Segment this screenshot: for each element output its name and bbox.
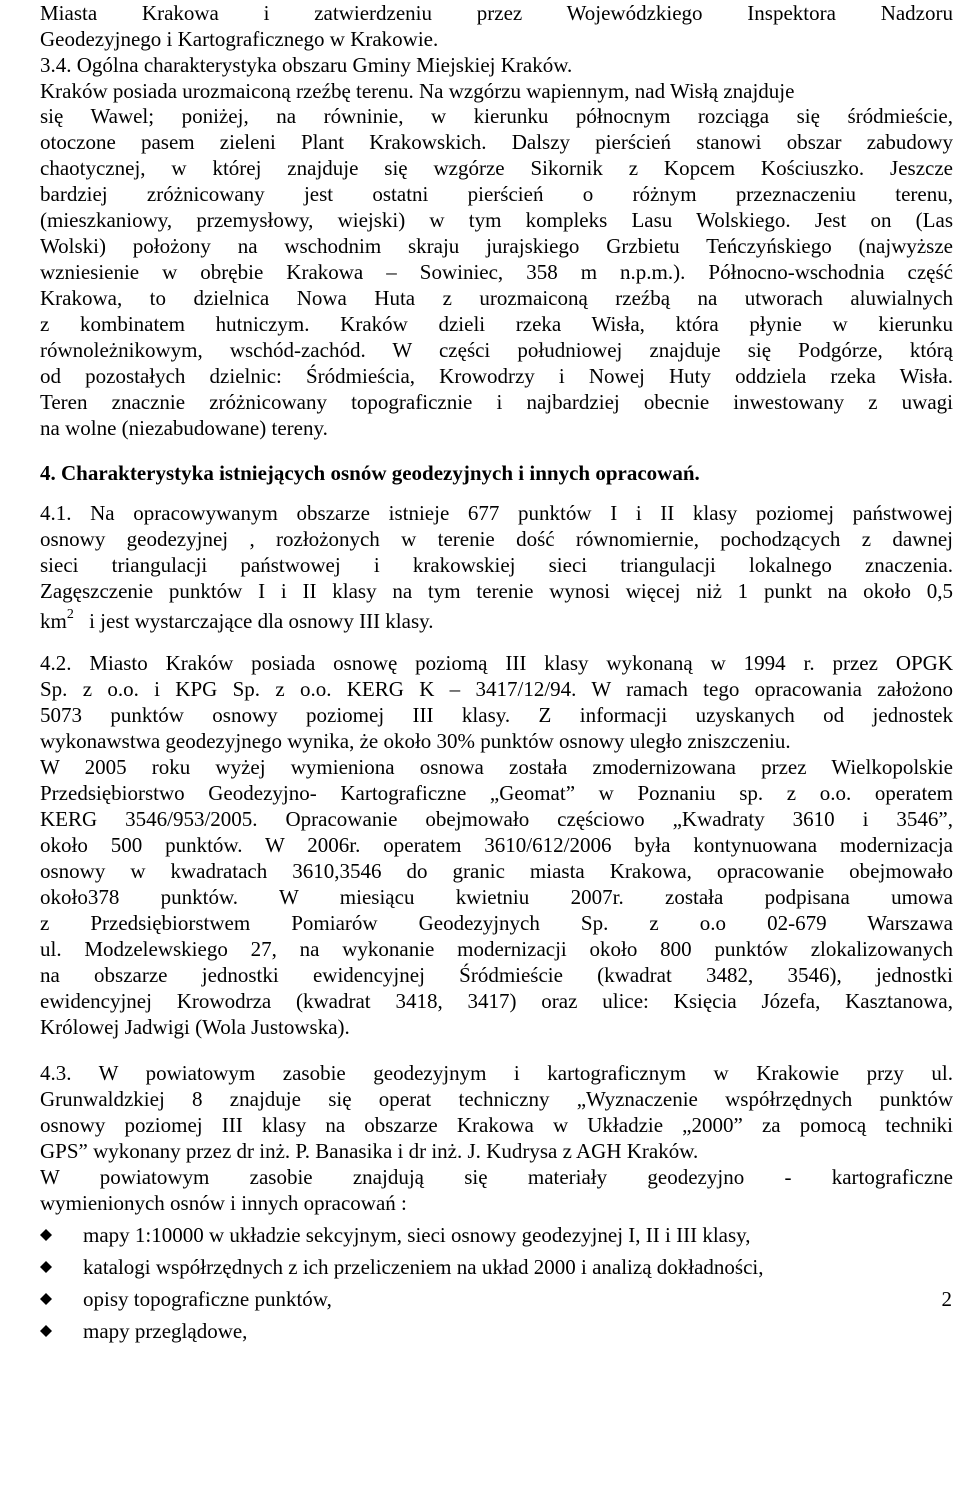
text-line: Zagęszczenie punktów I i II klasy na tym terenie wynosi więcej niż 1 punkt na około 0,5 [40,579,953,603]
diamond-bullet-icon [40,1325,52,1337]
text-line: Sp. z o.o. i KPG Sp. z o.o. KERG K – 3417/12/94. W ramach tego opracowania założono [40,677,953,701]
section-heading-3-4: 3.4. Ogólna charakterystyka obszaru Gminy Miejskiej Kraków. [40,53,573,77]
text-line: osnowy w kwadratach 3610,3546 do granic miasta Krakowa, opracowanie obejmowało [40,859,953,883]
text-line: Miasta Krakowa i zatwierdzeniu przez Wojewódzkiego Inspektora Nadzoru [40,1,953,25]
text-line: 5073 punktów osnowy poziomej III klasy. Z informacji uzyskanych od jednostek [40,703,953,727]
text-line: bardziej zróżnicowany jest ostatni pierścień o różnym przeznaczeniu terenu, [40,182,953,206]
list-item-text: opisy topograficzne punktów, [83,1287,332,1311]
text-line: GPS” wykonany przez dr inż. P. Banasika i dr inż. J. Kudrysa z AGH Kraków. [40,1139,699,1163]
text-line: Teren znacznie zróżnicowany topograficznie i najbardziej obecnie inwestowany z uwagi [40,390,953,414]
km-superscript: 2 [66,607,74,622]
text-line: Krakowa, to dzielnica Nowa Huta z urozmaiconą rzeźbą na utworach aluwialnych [40,286,953,310]
km-unit: km [40,609,67,633]
text-line: Geodezyjnego i Kartograficznego w Krakowie. [40,27,439,51]
text-line: około378 punktów. W miesiącu kwietniu 2007r. została podpisana umowa [40,885,953,909]
text-line: W 2005 roku wyżej wymieniona osnowa została zmodernizowana przez Wielkopolskie [40,755,953,779]
text-line: Przedsiębiorstwo Geodezyjno- Kartograficzne „Geomat” w Poznaniu sp. z o.o. operatem [40,781,953,805]
text-line: otoczone pasem zieleni Plant Krakowskich. Dalszy pierścień stanowi obszar zabudowy [40,130,953,154]
text-line: osnowy geodezyjnej , rozłożonych w terenie dość równomiernie, pochodzących z dawnej [40,527,953,551]
page-number: 2 [941,1287,952,1311]
text-line: około 500 punktów. W 2006r. operatem 3610/612/2006 była kontynuowana modernizacja [40,833,953,857]
text-line: Wolski) położony na wschodnim skraju jurajskiego Grzbietu Teńczyńskiego (najwyższe [40,234,953,258]
list-item-text: katalogi współrzędnych z ich przeliczeniem na układ 2000 i analizą dokładności, [83,1255,764,1279]
text-line: (mieszkaniowy, przemysłowy, wiejski) w tym kompleks Lasu Wolskiego. Jest on (Las [40,208,953,232]
text-fragment: i jest wystarczające dla osnowy III klasy. [89,609,434,633]
text-line: na wolne (niezabudowane) tereny. [40,416,328,440]
text-line: wykonawstwa geodezyjnego wynika, że około 30% punktów osnowy uległo zniszczeniu. [40,729,791,753]
text-line: Grunwaldzkiej 8 znajduje się operat techniczny „Wyznaczenie współrzędnych punktów [40,1087,953,1111]
text-line: się Wawel; poniżej, na równinie, w kierunku północnym rozciąga się śródmieście, [40,104,953,128]
diamond-bullet-icon [40,1261,52,1273]
text-line: na obszarze jednostki ewidencyjnej Śródmieście (kwadrat 3482, 3546), jednostki [40,963,953,987]
text-line: z Przedsiębiorstwem Pomiarów Geodezyjnych Sp. z o.o 02-679 Warszawa [40,911,953,935]
text-line: Kraków posiada urozmaiconą rzeźbę terenu. Na wzgórzu wapiennym, nad Wisłą znajduje [40,79,795,103]
text-line: od pozostałych dzielnic: Śródmieścia, Krowodrzy i Nowej Huty oddziela rzeka Wisła. [40,364,953,388]
text-line: równoleżnikowym, wschód-zachód. W części południowej znajduje się Podgórze, którą [40,338,953,362]
text-line: z kombinatem hutniczym. Kraków dzieli rzeka Wisła, która płynie w kierunku [40,312,953,336]
text-line: osnowy poziomej III klasy na obszarze Krakowa w Układzie „2000” za pomocą techniki [40,1113,953,1137]
text-line: W powiatowym zasobie znajdują się materiały geodezyjno - kartograficzne [40,1165,953,1189]
text-line: wzniesienie w obrębie Krakowa – Sowiniec, 358 m n.p.m.). Północno-wschodnia część [40,260,953,284]
text-line: wymienionych osnów i innych opracowań : [40,1191,407,1215]
text-line: 4.3. W powiatowym zasobie geodezyjnym i kartograficznym w Krakowie przy ul. [40,1061,953,1085]
section-heading-4: 4. Charakterystyka istniejących osnów geodezyjnych i innych opracowań. [40,461,700,485]
diamond-bullet-icon [40,1229,52,1241]
text-line: ul. Modzelewskiego 27, na wykonanie modernizacji około 800 punktów zlokalizowanych [40,937,953,961]
text-line: 4.2. Miasto Kraków posiada osnowę poziomą III klasy wykonaną w 1994 r. przez OPGK [40,651,953,675]
list-item-text: mapy 1:10000 w układzie sekcyjnym, sieci osnowy geodezyjnej I, II i III klasy, [83,1223,751,1247]
text-line: KERG 3546/953/2005. Opracowanie obejmowało częściowo „Kwadraty 3610 i 3546”, [40,807,953,831]
text-line: chaotycznej, w której znajduje się wzgórze Sikornik z Kopcem Kościuszko. Jeszcze [40,156,953,180]
text-line: 4.1. Na opracowywanym obszarze istnieje 677 punktów I i II klasy poziomej państwowej [40,501,953,525]
diamond-bullet-icon [40,1293,52,1305]
text-line: Królowej Jadwigi (Wola Justowska). [40,1015,350,1039]
text-line-km [40,604,434,633]
list-item-text: mapy przeglądowe, [83,1319,248,1343]
text-line: sieci triangulacji państwowej i krakowskiej sieci triangulacji lokalnego znaczenia. [40,553,953,577]
text-line: ewidencyjnej Krowodrza (kwadrat 3418, 3417) oraz ulice: Księcia Józefa, Kasztanowa, [40,989,953,1013]
